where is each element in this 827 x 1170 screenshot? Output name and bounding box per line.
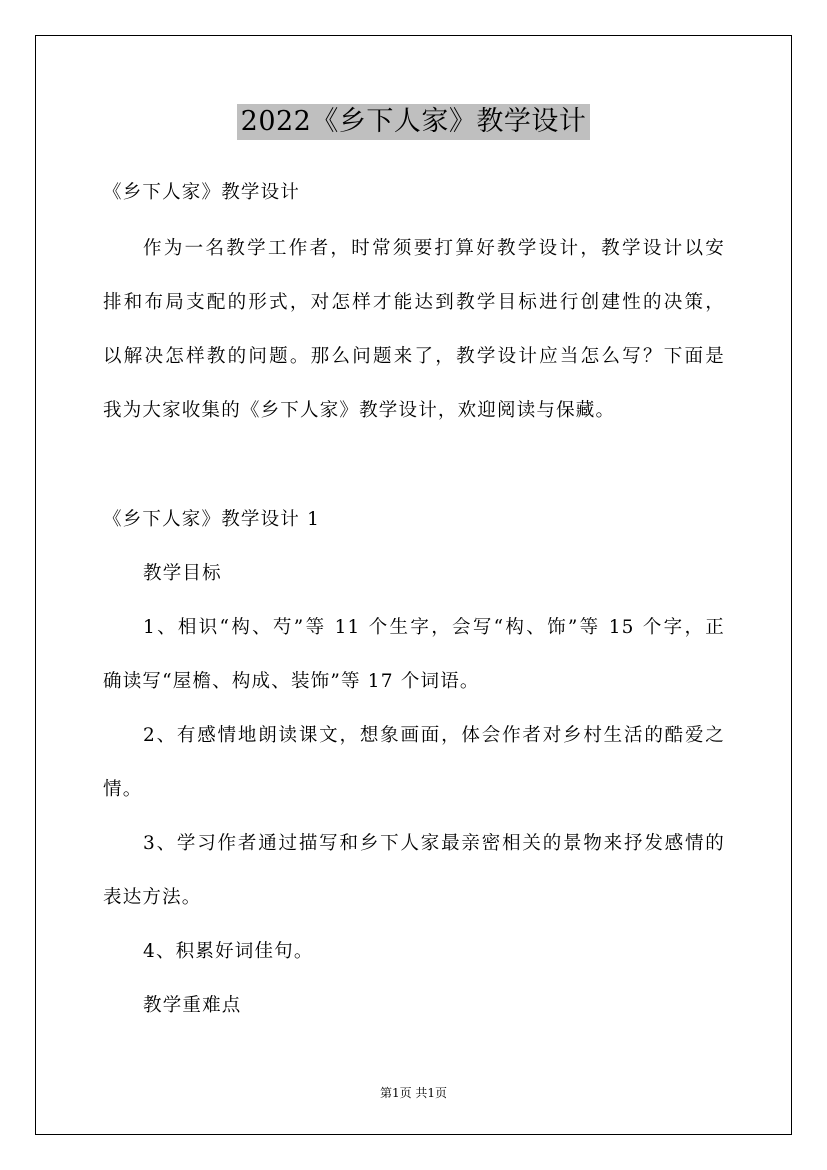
goal-line-6: 表达方法。 xyxy=(103,887,202,908)
goal-line-7: 4、积累好词佳句。 xyxy=(143,941,314,962)
page-footer: 第1页 共1页 xyxy=(379,1086,448,1100)
section-heading: 《乡下人家》教学设计 1 xyxy=(103,509,321,530)
goal-line-1: 1、相识“构、芍”等 11 个生字，会写“构、饰”等 15 个字，正 xyxy=(143,617,725,638)
intro-line-4: 我为大家收集的《乡下人家》教学设计，欢迎阅读与保藏。 xyxy=(103,400,616,421)
document-title: 2022《乡下人家》教学设计 xyxy=(237,104,591,140)
goal-line-3: 2、有感情地朗读课文，想象画面，体会作者对乡村生活的酷爱之 xyxy=(143,725,725,746)
document-subtitle: 《乡下人家》教学设计 xyxy=(103,182,301,203)
goal-line-4: 情。 xyxy=(103,779,143,800)
intro-line-1: 作为一名教学工作者，时常须要打算好教学设计，教学设计以安 xyxy=(143,238,725,259)
goal-line-2: 确读写“屋檐、构成、装饰”等 17 个词语。 xyxy=(103,671,480,692)
goals-heading: 教学目标 xyxy=(143,563,222,584)
intro-line-3: 以解决怎样教的问题。那么问题来了，教学设计应当怎么写？下面是 xyxy=(103,346,725,367)
difficulty-heading: 教学重难点 xyxy=(143,995,242,1016)
title-container xyxy=(0,104,827,140)
goal-line-5: 3、学习作者通过描写和乡下人家最亲密相关的景物来抒发感情的 xyxy=(143,833,725,854)
intro-line-2: 排和布局支配的形式，对怎样才能达到教学目标进行创建性的决策， xyxy=(103,292,725,313)
